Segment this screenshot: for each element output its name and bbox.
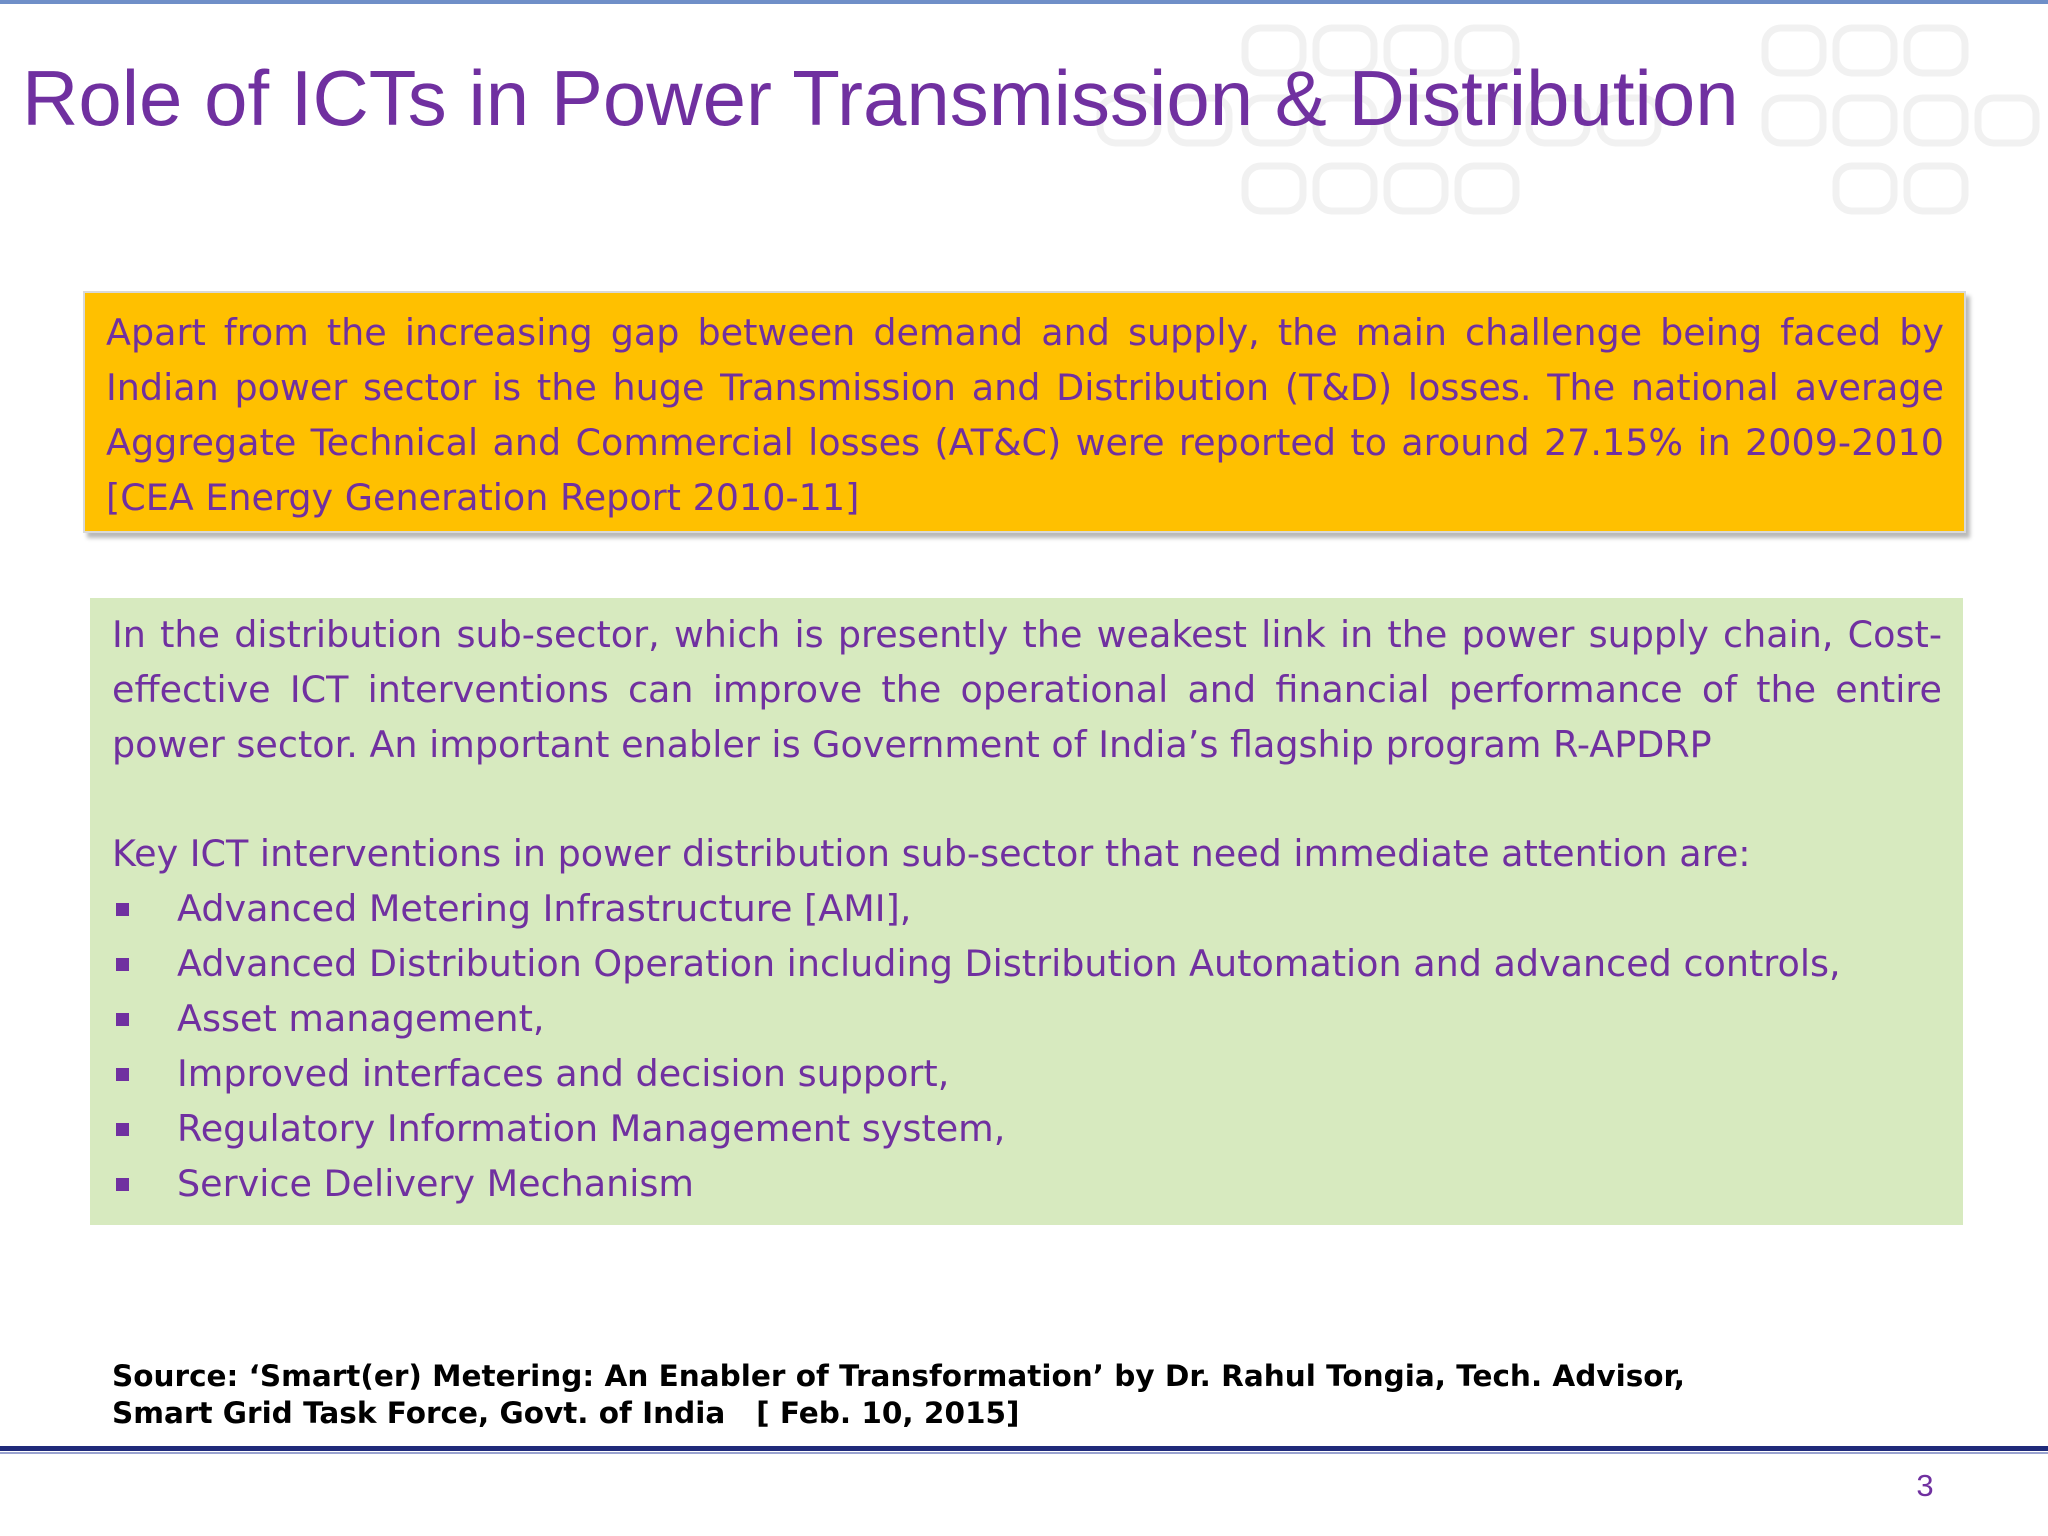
list-item [112, 1156, 1942, 1211]
list-item-text: Asset management, [177, 997, 545, 1040]
square-bullet-icon [116, 1178, 129, 1191]
list-heading: Key ICT interventions in power distribution sub-sector that need immediate attention are: [112, 832, 1751, 875]
list-item-text: Improved interfaces and decision support, [177, 1052, 950, 1095]
list-item [112, 881, 1942, 936]
page-number: 3 [1916, 1468, 1934, 1503]
distribution-box [90, 598, 1963, 1225]
list-item [112, 1101, 1942, 1156]
distribution-intro: In the distribution sub-sector, which is presently the weakest link in the power supply chain, Cost-effective ICT interventions can improve the operational and financial performance of the entire power sector. An important enabler is Government of India’s flagship program R-APDRP [112, 613, 1942, 766]
list-item [112, 1046, 1942, 1101]
slide-title: Role of ICTs in Power Transmission & Distribution [22, 54, 1739, 142]
square-bullet-icon [116, 958, 129, 971]
square-bullet-icon [116, 1068, 129, 1081]
square-bullet-icon [116, 1013, 129, 1026]
list-item-text: Regulatory Information Management system, [177, 1107, 1006, 1150]
distribution-content [112, 607, 1942, 1211]
list-item [112, 991, 1942, 1046]
square-bullet-icon [116, 903, 129, 916]
footer-rule-shadow [0, 1452, 2048, 1454]
list-item-text: Advanced Metering Infrastructure [AMI], [177, 887, 912, 930]
source-line-1: Source: ‘Smart(er) Metering: An Enabler of Transformation’ by Dr. Rahul Tongia, Tech. Advisor, [112, 1359, 1685, 1393]
list-item [112, 936, 1942, 991]
source-citation [112, 1358, 1872, 1432]
callout-box [83, 291, 1966, 533]
list-item-text: Service Delivery Mechanism [177, 1162, 694, 1205]
callout-text: Apart from the increasing gap between demand and supply, the main challenge being faced by Indian power sector is the huge Transmission and Distribution (T&D) losses. The national average Aggregate Technical and Commercial losses (AT&C) were reported to around 27.15% in 2009-2010 [CEA Energy Generation Report 2010-11] [106, 311, 1944, 519]
interventions-list [112, 881, 1942, 1211]
footer-rule [0, 1446, 2048, 1451]
source-line-2: Smart Grid Task Force, Govt. of India [ Feb. 10, 2015] [112, 1396, 1020, 1430]
list-item-text: Advanced Distribution Operation including Distribution Automation and advanced controls, [177, 942, 1841, 985]
paragraph-spacer [112, 772, 1942, 826]
square-bullet-icon [116, 1123, 129, 1136]
